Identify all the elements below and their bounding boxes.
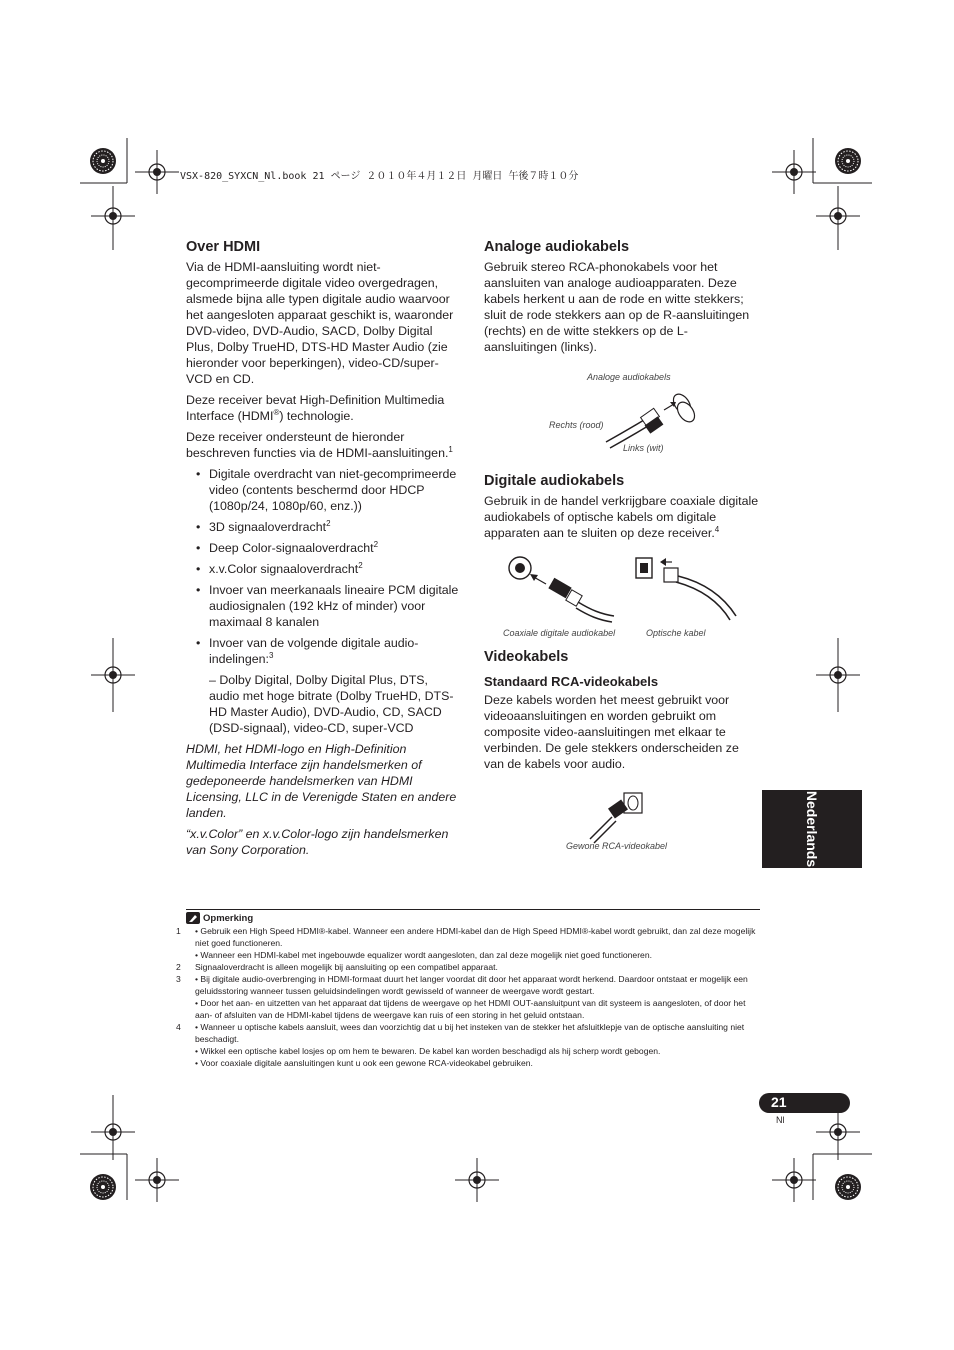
hdmi-trademark-note: HDMI, het HDMI-logo en High-Definition Multimedia Interface zijn handelsmerken of gedeponeerde handelsmerken van HDMI Licensing, LLC in de Verenigde Staten en andere landen.	[186, 742, 457, 820]
hdmi-functions-paragraph: Deze receiver ondersteunt de hieronder beschreven functies via de HDMI-aansluitingen.$^1$	[186, 430, 453, 460]
list-item: • Invoer van de volgende digitale audio-indelingen:$^3$	[209, 635, 461, 667]
analog-right-label: Rechts (rood)	[549, 420, 604, 430]
list-item: 1 • Gebruik een High Speed HDMI®-kabel. Wanneer een andere HDMI-kabel dan de High Speed HDMI®-kabel wordt gebruikt, dan zal deze mogelijk niet goed functioneren.	[176, 926, 756, 948]
digital-paragraph: Gebruik in de handel verkrijgbare coaxiale digitale audiokabels of optische kabels om digitale apparaten aan te sluiten op deze receiver.$^4$	[484, 494, 759, 540]
optical-cable-icon	[632, 554, 742, 624]
digital-heading: Digitale audiokabels	[484, 473, 625, 489]
coaxial-cable-icon	[506, 554, 616, 624]
analog-heading: Analoge audiokabels	[484, 239, 630, 255]
page-number-badge	[759, 1093, 850, 1113]
hdmi-intro: Via de HDMI-aansluiting wordt niet-gecomprimeerde digitale video overgedragen, alsmede bijna alle typen digitale audio waarvoor het aangesloten apparaat geschikt is, waaronder DVD-video, DVD-Audio, SACD, Dolby Digital Plus, Dolby TrueHD, DTS-HD Master Audio (zie hieronder voor beperkingen), video-CD/super-VCD en CD.	[186, 260, 454, 386]
analog-paragraph: Gebruik stereo RCA-phonokabels voor het aansluiten van analoge audioapparaten. Deze kabels herkent u aan de rode en witte stekkers; sluit de rode stekkers aan op de R-aansluitingen (rechts) en de witte stekkers op de L-aansluitingen (links).	[484, 260, 750, 354]
list-item: • Wikkel een optische kabel losjes op om hem te bewaren. De kabel kan worden beschadigd als hij scherp wordt gebogen.	[195, 1046, 661, 1056]
digital-cable-figure	[484, 546, 760, 648]
rca-plug-icon	[604, 382, 704, 452]
list-item: 3 • Bij digitale audio-overbrenging in HDMI-formaat duurt het langer voordat dit door het apparaat wordt herkend. Daardoor ontstaat er mogelijk een geluidsstoring wanneer tussen geluidsindelingen wordt gewisseld of wanneer de weergave wordt gestart.	[176, 974, 748, 996]
list-item: • 3D signaaloverdracht$^2$	[209, 519, 461, 535]
language-code: Nl	[776, 1115, 785, 1125]
notes-heading: Opmerking	[203, 912, 254, 924]
footnote-ref-1: 1	[448, 445, 453, 454]
analog-figure-title: Analoge audiokabels	[587, 372, 671, 382]
list-item: • x.v.Color signaaloverdracht$^2$	[209, 561, 461, 577]
hdmi-heading: Over HDMI	[186, 239, 261, 255]
analog-left-label: Links (wit)	[623, 443, 664, 453]
book-info-line: VSX-820_SYXCN_Nl.book 21 ページ ２０１０年４月１２日 月曜日 午後７時１０分	[180, 171, 579, 182]
list-item: • Voor coaxiale digitale aansluitingen kunt u ook een gewone RCA-videokabel gebruiken.	[195, 1058, 533, 1068]
list-item: • Door het aan- en uitzetten van het apparaat dat tijdens de weergave op het HDMI OUT-aansluitpunt van dit systeem is aangesloten, of door het aan- of afsluiten van de HDMI-kabel tijdens de weergave kan ruis of een storing in het geluid ontstaan.	[195, 998, 746, 1020]
list-item: 4 • Wanneer u optische kabels aansluit, wees dan voorzichtig dat u bij het insteken van de stekker het afsluitklepje van de optische aansluiting niet beschadigt.	[176, 1022, 745, 1044]
registered-mark: ®	[273, 408, 280, 417]
rca-video-plug-icon	[588, 789, 648, 845]
footnote-ref-4: 4	[714, 525, 720, 534]
rca-video-figure	[484, 777, 760, 857]
list-item: • Deep Color-signaaloverdracht$^2$	[209, 540, 461, 556]
analog-cable-figure	[484, 360, 760, 472]
language-tab-label: Nederlands	[804, 790, 820, 868]
xvcolor-trademark-note: “x.v.Color” en x.v.Color-logo zijn handelsmerken van Sony Corporation.	[186, 827, 449, 857]
hdmi-technology-paragraph: Deze receiver bevat High-Definition Multimedia Interface (HDMI®) technologie.	[186, 393, 445, 423]
hdmi-feature-list	[186, 466, 461, 667]
page-number: 21	[771, 1094, 787, 1110]
optical-label: Optische kabel	[646, 628, 706, 638]
language-tab	[762, 790, 862, 868]
rca-video-label: Gewone RCA-videokabel	[566, 841, 668, 851]
rca-video-heading: Standaard RCA-videokabels	[484, 674, 659, 689]
list-item: • Invoer van meerkanaals lineaire PCM digitale audiosignalen (192 kHz of minder) voor maximaal 8 kanalen	[209, 582, 461, 630]
right-column	[484, 238, 760, 857]
note-icon	[186, 912, 200, 924]
left-column	[186, 238, 461, 863]
audio-formats-list: – Dolby Digital, Dolby Digital Plus, DTS, audio met hoge bitrate (Dolby TrueHD, DTS-HD Master Audio), DVD-Audio, CD, SACD (DSD-signaal), video-CD, super-VCD	[209, 673, 454, 735]
list-item: 2 Signaaloverdracht is alleen mogelijk bij aansluiting op een compatibel apparaat.	[176, 962, 498, 972]
list-item: • Wanneer een HDMI-kabel met ingebouwde equalizer wordt aangesloten, dan zal deze mogelijk niet goed functioneren.	[195, 950, 653, 960]
notes-section	[176, 909, 760, 1069]
video-heading: Videokabels	[484, 649, 569, 665]
list-item: • Digitale overdracht van niet-gecomprimeerde video (contents beschermd door HDCP (1080p/24, 1080p/60, enz.))	[209, 466, 461, 514]
coaxial-label: Coaxiale digitale audiokabel	[503, 628, 616, 638]
rca-video-paragraph: Deze kabels worden het meest gebruikt voor videoaansluitingen en worden gebruikt om composite video-aansluitingen met elkaar te verbinden. De gele stekkers onderscheiden ze van de kabels voor audio.	[484, 693, 739, 771]
